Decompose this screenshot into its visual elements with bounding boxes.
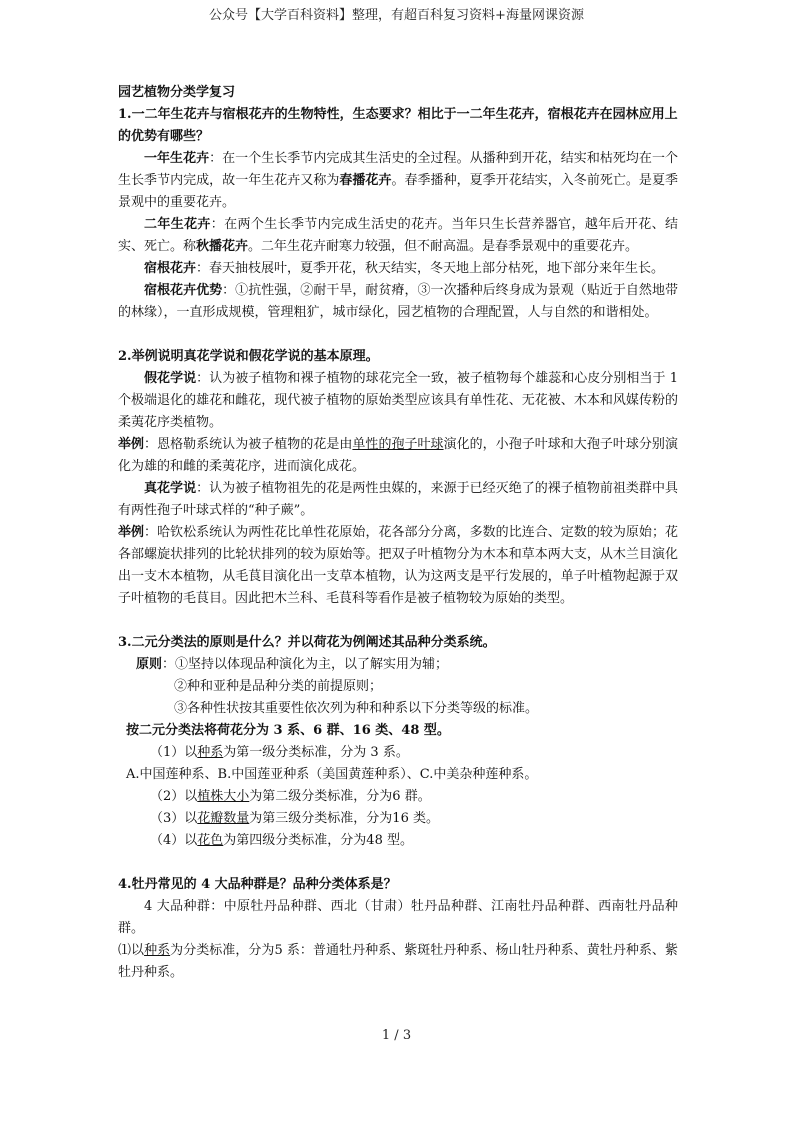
example-1-underlined: 单性的孢子叶球 — [352, 437, 444, 452]
biennial-term: 二年生花卉 — [144, 217, 211, 232]
peony-system-1-term: 种系 — [144, 943, 171, 958]
question-2: 2.举例说明真花学说和假花学说的基本原理。 — [118, 349, 379, 364]
peony-system-1-b: 为分类标准，分为5 系：普通牡丹种系、紫斑牡丹种系、杨山牡丹种系、黄牡丹种系、紫牡丹种系。 — [118, 943, 678, 980]
lotus-level-3-a: （3）以 — [150, 811, 198, 826]
lotus-level-3-b: 为第三级分类标准，分为16 类。 — [249, 811, 439, 826]
example-2-text: ：哈钦松系统认为两性花比单性花原始，花各部分分离，多数的比连合、定数的较为原始；花各部螺旋状排列的比轮状排列的较为原始等。把双子叶植物分为木本和草本两大支，从木兰目演化出一支木本植物，从毛茛目演化出一支草本植物，认为这两支是平行发展的，单子叶植物起源于双子叶植物的毛茛目。因此把木兰科、毛茛科等看作是被子植物较为原始的类型。 — [118, 525, 678, 606]
euanthial-paragraph — [118, 478, 678, 522]
peony-groups: 4 大品种群：中原牡丹品种群、西北（甘肃）牡丹品种群、江南牡丹品种群、西南牡丹品种群。 — [118, 899, 678, 936]
principle-term: 原则 — [136, 657, 163, 672]
biennial-text-a: ：在两个生长季节内完成生活史的花卉。当年只生长营养器官，越年后开花、结实、死亡。称 — [118, 217, 678, 254]
lotus-level-1-a: （1）以 — [150, 745, 198, 760]
pseudanthial-text: ：认为被子植物和裸子植物的球花完全一致，被子植物每个雄蕊和心皮分别相当于 1 个极端退化的雄花和雌花，现代被子植物的原始类型应该具有单性花、无花被、木本和风媒传粉的柔荑花序类植物。 — [118, 371, 678, 430]
lotus-level-2-term: 植株大小 — [197, 789, 250, 804]
annual-text-a: ：在一个生长季节内完成其生活史的全过程。从播种到开花，结实和枯死均在一个生长季节内完成，故一年生花卉又称为 — [118, 151, 678, 188]
principle-1 — [118, 654, 678, 676]
perennial-text: ：春天抽枝展叶，夏季开花，秋天结实，冬天地上部分枯死，地下部分来年生长。 — [196, 261, 665, 276]
page-number: 1 / 3 — [381, 1028, 412, 1043]
lotus-systems: A.中国莲种系、B.中国莲亚种系（美国黄莲种系）、C.中美杂种莲种系。 — [126, 767, 538, 782]
perennial-advantage-paragraph — [118, 280, 678, 324]
example-term: 举例 — [118, 437, 145, 452]
lotus-level-1 — [118, 742, 678, 764]
pseudanthial-term: 假花学说 — [144, 371, 197, 386]
biennial-text-b: 。二年生花卉耐寒力较强，但不耐高温。是春季景观中的重要花卉。 — [248, 239, 639, 254]
example-1-text-b: 演化的，小孢子叶球和大孢子叶球分别演化为雄的和雌的柔荑花序，进而演化成花。 — [118, 437, 678, 474]
pseudanthial-paragraph — [118, 368, 678, 434]
peony-system-1-a: ⑴以 — [118, 943, 145, 958]
lotus-level-1-b: 为第一级分类标准，分为 3 系。 — [223, 745, 409, 760]
principle-3: ③各种性状按其重要性依次列为种和种系以下分类等级的标准。 — [174, 701, 539, 716]
euanthial-term: 真花学说 — [144, 481, 197, 496]
annual-paragraph — [118, 148, 678, 214]
principle-1-text: ：①坚持以体现品种演化为主，以了解实用为辅； — [162, 657, 449, 672]
advantage-text: ：①抗性强，②耐干旱，耐贫瘠，③一次播种后终身成为景观（贴近于自然地带的林缘），一直形成规模，管理粗犷，城市绿化，园艺植物的合理配置，人与自然的和谐相处。 — [118, 283, 678, 320]
question-1: 1.一二年生花卉与宿根花卉的生物特性，生态要求？相比于一二年生花卉，宿根花卉在园林应用上的优势有哪些？ — [118, 107, 678, 144]
example-1-text-a: ：恩格勒系统认为被子植物的花是由 — [144, 437, 353, 452]
lotus-level-2-a: （2）以 — [150, 789, 198, 804]
lotus-level-3 — [118, 808, 678, 830]
lotus-level-2-b: 为第二级分类标准，分为6 群。 — [249, 789, 431, 804]
spacer — [118, 324, 678, 346]
example-1-paragraph — [118, 434, 678, 478]
lotus-level-4 — [118, 830, 678, 852]
biennial-key: 秋播花卉 — [196, 239, 249, 254]
spacer — [118, 610, 678, 632]
lotus-level-4-a: （4）以 — [150, 833, 198, 848]
question-3: 3.二元分类法的原则是什么？并以荷花为例阐述其品种分类系统。 — [118, 635, 496, 650]
lotus-summary: 按二元分类法将荷花分为 3 系、6 群、16 类、48 型。 — [126, 723, 450, 738]
peony-system-1 — [118, 940, 678, 984]
biennial-paragraph — [118, 214, 678, 258]
lotus-level-4-b: 为第四级分类标准，分为48 型。 — [223, 833, 413, 848]
example-2-paragraph — [118, 522, 678, 610]
question-4: 4.牡丹常见的 4 大品种群是？品种分类体系是？ — [118, 877, 397, 892]
lotus-level-4-term: 花色 — [197, 833, 224, 848]
principle-2: ②种和亚种是品种分类的前提原则； — [174, 679, 383, 694]
lotus-level-1-term: 种系 — [197, 745, 224, 760]
lotus-level-3-term: 花瓣数量 — [197, 811, 250, 826]
example-term: 举例 — [118, 525, 145, 540]
advantage-term: 宿根花卉优势 — [144, 283, 223, 298]
perennial-paragraph — [118, 258, 678, 280]
annual-term: 一年生花卉 — [144, 151, 210, 166]
lotus-level-2 — [118, 786, 678, 808]
doc-title: 园艺植物分类学复习 — [118, 85, 236, 100]
euanthial-text: ：认为被子植物祖先的花是两性虫媒的，来源于已经灭绝了的裸子植物前祖类群中具有两性孢子叶球式样的“种子蕨”。 — [118, 481, 678, 518]
perennial-term: 宿根花卉 — [144, 261, 197, 276]
annual-text-b: 。春季播种，夏季开花结实，入冬前死亡。是夏季景观中的重要花卉。 — [118, 173, 678, 210]
spacer — [118, 852, 678, 874]
document-body — [118, 82, 678, 984]
annual-key: 春播花卉 — [339, 173, 392, 188]
page-header: 公众号【大学百科资料】整理，有超百科复习资料+海量网课资源 — [209, 8, 584, 23]
